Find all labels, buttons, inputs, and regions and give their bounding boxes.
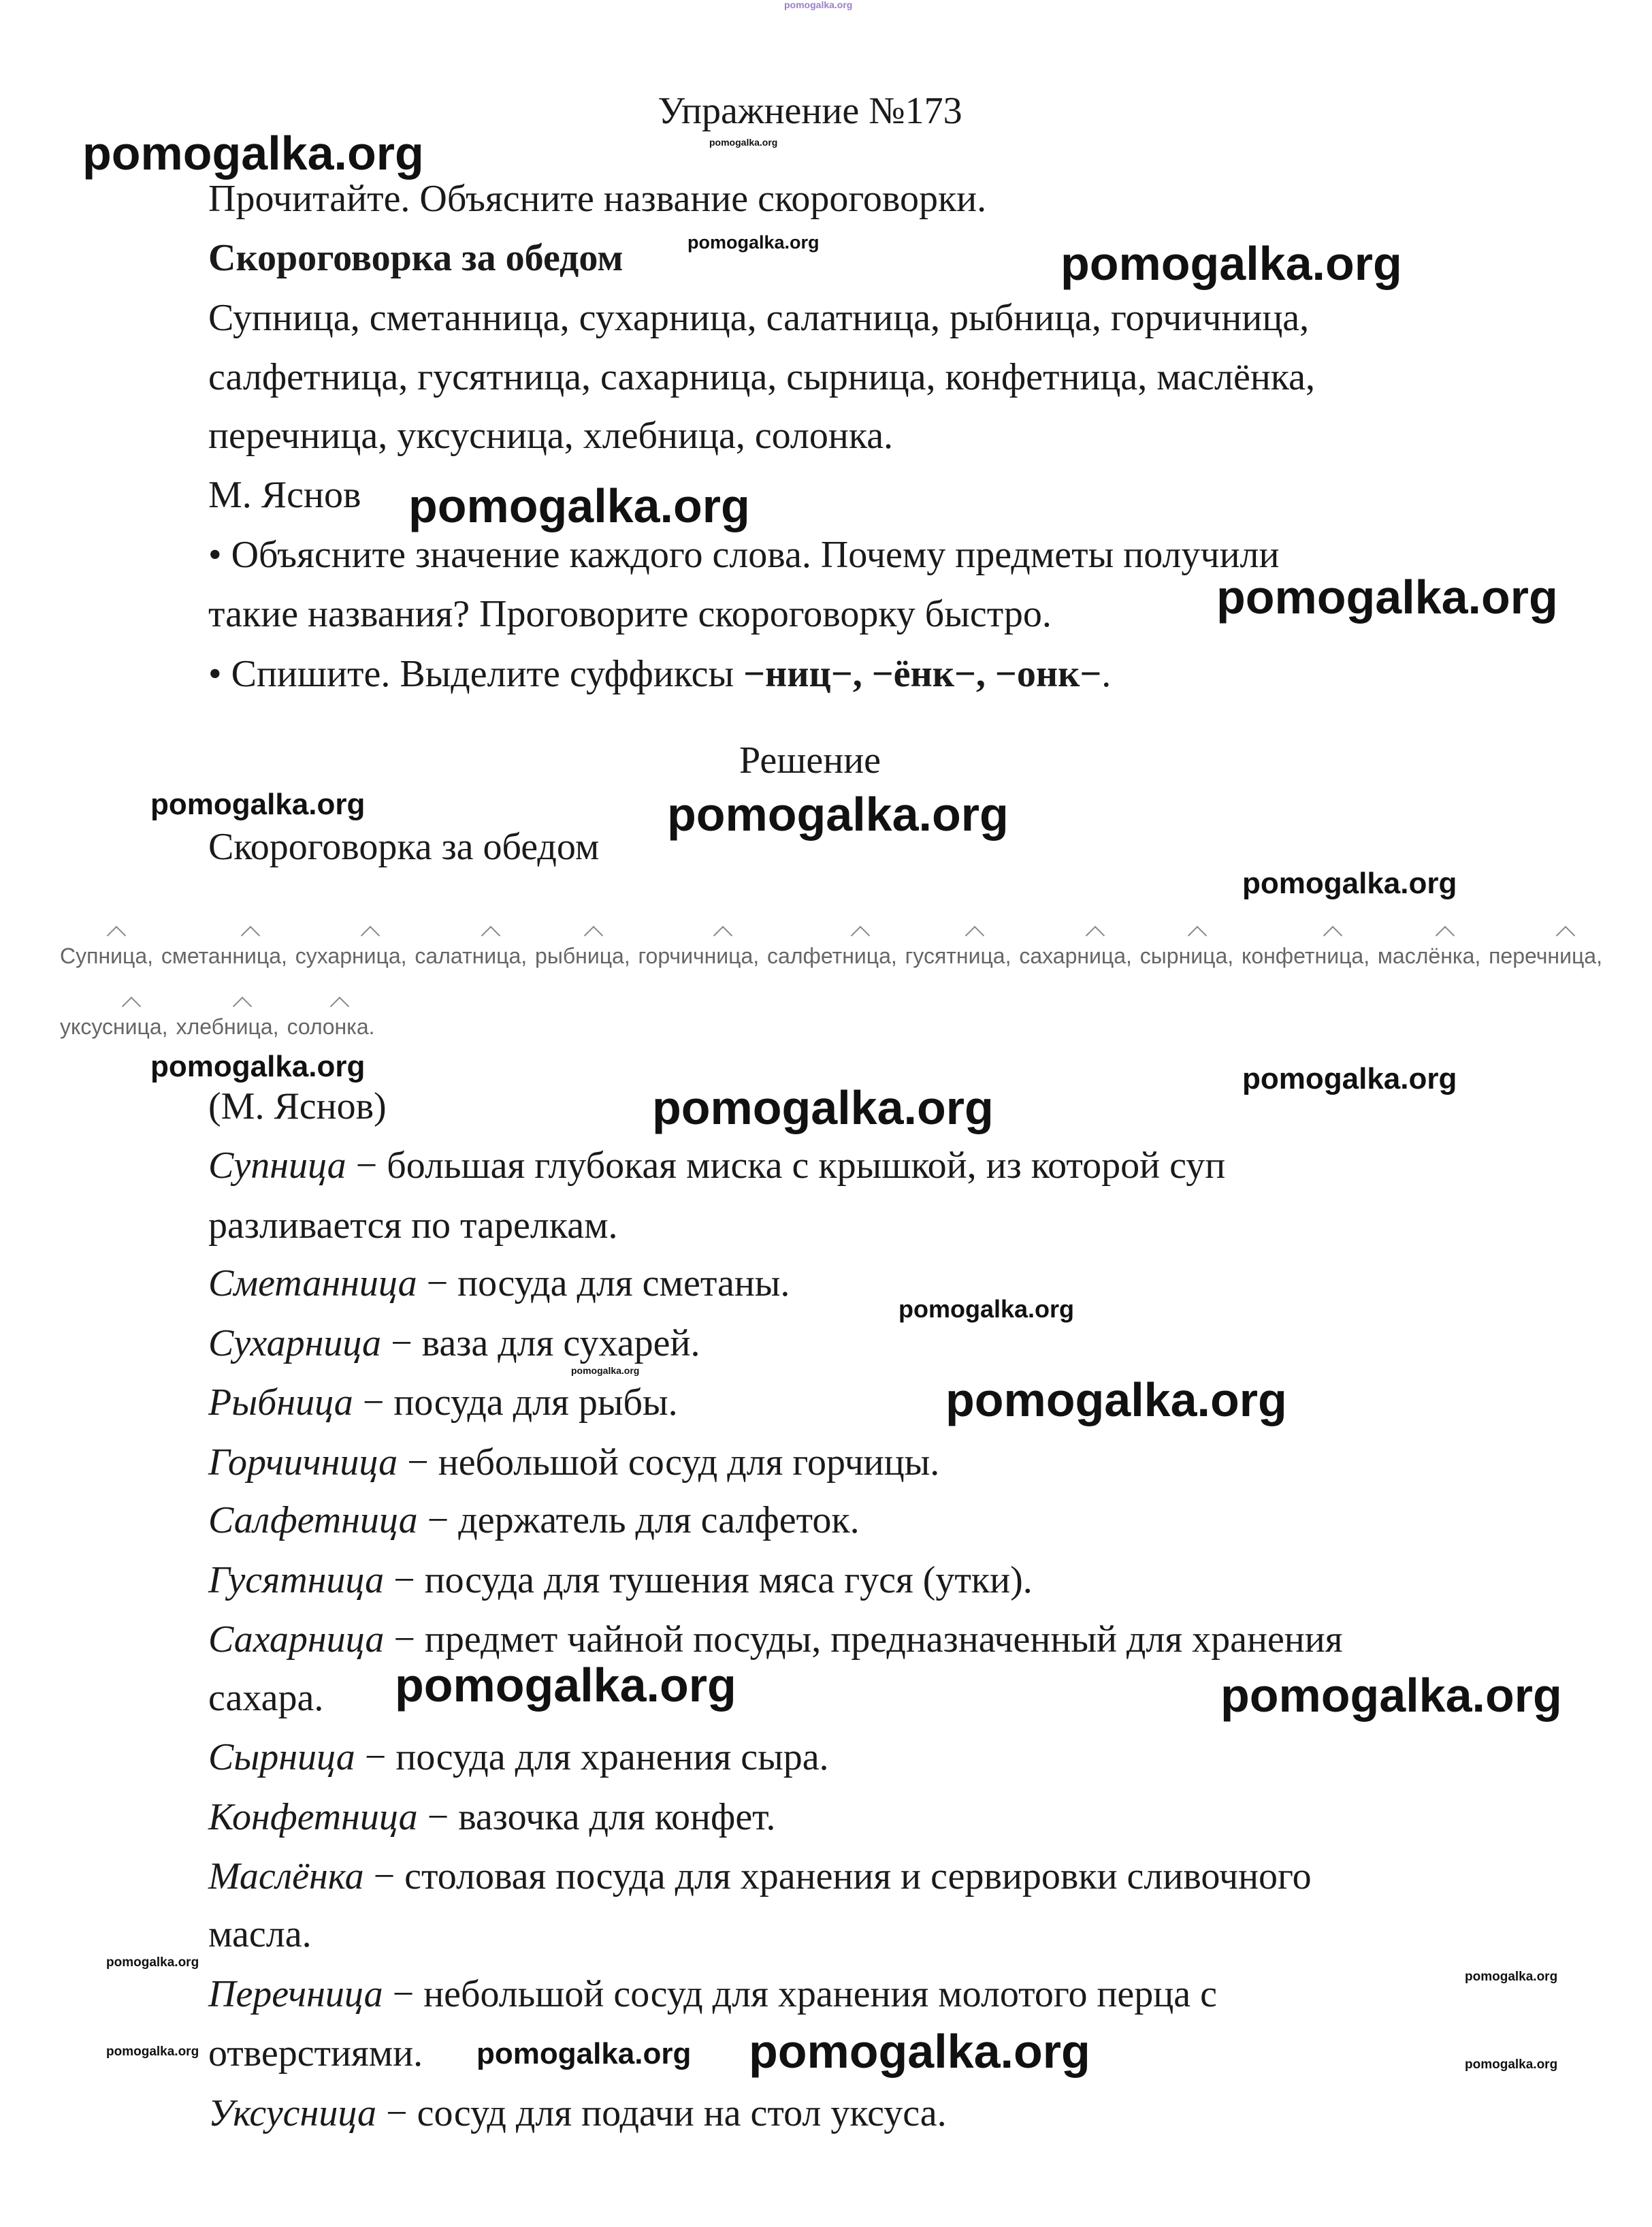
definition: [208, 2084, 947, 2143]
suffix-mark: ниц: [575, 944, 613, 968]
word-part: а,: [612, 944, 630, 968]
marked-word: [176, 1014, 279, 1040]
watermark: pomogalka.org: [106, 2045, 199, 2059]
marked-word: [415, 944, 527, 969]
definition-text: держатель для салфеток.: [458, 1499, 860, 1541]
suffix-mark: ниц: [1314, 944, 1352, 968]
definition-text: небольшой сосуд для хранения молотого перца с: [423, 1973, 1217, 2015]
word-part: а,: [1215, 944, 1234, 968]
definition: [208, 1610, 1343, 1669]
definition-text: посуда для хранения сыра.: [395, 1736, 829, 1778]
dash: −: [384, 1618, 425, 1661]
poem-author: М. Яснов: [208, 474, 361, 516]
watermark: pomogalka.org: [395, 1659, 736, 1712]
definition: [208, 1136, 1225, 1196]
definition: [208, 1254, 790, 1313]
dash: −: [417, 1796, 459, 1838]
defined-word: Сахарница: [208, 1618, 385, 1661]
word-part: конфет: [1241, 944, 1315, 968]
marked-word: [1242, 944, 1370, 969]
definition: [208, 1788, 775, 1847]
word-part: горчич: [638, 944, 704, 968]
marked-words-line: [60, 1014, 375, 1040]
watermark: pomogalka.org: [1060, 237, 1402, 290]
bullet-2-text: • Спишите. Выделите суффиксы: [208, 653, 744, 695]
marked-word: [60, 944, 153, 969]
dash: −: [417, 1499, 459, 1541]
word-part: масл: [1377, 944, 1429, 968]
suffix-mark: ниц: [1077, 944, 1114, 968]
definition-cont: сахара.: [208, 1677, 324, 1719]
dash: −: [346, 1144, 387, 1187]
suffix-mark: ниц: [472, 944, 509, 968]
watermark: pomogalka.org: [106, 1955, 199, 1970]
watermark: pomogalka.org: [150, 1050, 366, 1083]
poem-line: салфетница, гусятница, сахарница, сырница, конфетница, маслёнка,: [208, 356, 1315, 398]
poem-line: Супница, сметанница, сухарница, салатница, рыбница, горчичница,: [208, 297, 1310, 339]
definition-text: посуда для тушения мяса гуся (утки).: [424, 1559, 1033, 1601]
word-part: а,: [992, 944, 1011, 968]
word-part: а,: [149, 1014, 168, 1039]
definition-text: предмет чайной посуды, предназначенный для хранения: [424, 1618, 1343, 1661]
defined-word: Перечница: [208, 1973, 383, 2015]
watermark: pomogalka.org: [1465, 1970, 1558, 1984]
marked-word: [1378, 944, 1480, 969]
dash: −: [353, 1381, 394, 1424]
task-bullet-2: [208, 645, 1111, 704]
marked-word: [535, 944, 630, 969]
word-part: салфет: [767, 944, 843, 968]
suffix-mark: ниц: [1178, 944, 1216, 968]
word-part: переч: [1489, 944, 1548, 968]
bullet-2-end: .: [1101, 653, 1112, 695]
suffix-mark: ниц: [842, 944, 879, 968]
definition-text: ваза для сухарей.: [421, 1322, 700, 1364]
dash: −: [398, 1441, 438, 1484]
task-bullet-1: • Объясните значение каждого слова. Почему предметы получили: [208, 534, 1280, 576]
definition-cont: разливается по тарелкам.: [208, 1204, 618, 1247]
suffix-mark: ёнк: [1428, 944, 1463, 968]
suffix-mark: ниц: [1547, 944, 1585, 968]
defined-word: Рыбница: [208, 1381, 353, 1424]
watermark: pomogalka.org: [476, 2037, 692, 2070]
dash: −: [383, 1973, 424, 2015]
suffix-mark: ниц: [956, 944, 993, 968]
dash: −: [384, 1559, 425, 1601]
defined-word: Уксусница: [208, 2092, 376, 2134]
word-part: рыб: [535, 944, 576, 968]
watermark: pomogalka.org: [652, 1081, 994, 1134]
definition: [208, 1728, 829, 1787]
watermark: pomogalka.org: [1220, 1669, 1562, 1722]
defined-word: Конфетница: [208, 1796, 418, 1838]
word-part: а.: [356, 1014, 375, 1039]
word-part: салат: [415, 944, 472, 968]
watermark: pomogalka.org: [408, 479, 750, 532]
exercise-title: Упражнение №173: [658, 90, 962, 132]
definition-text: столовая посуда для хранения и сервировки сливочного: [404, 1855, 1312, 1897]
word-part: сол: [287, 1014, 323, 1039]
watermark: pomogalka.org: [150, 788, 366, 821]
definition-cont: отверстиями.: [208, 2032, 423, 2074]
solution-poem-title: Скороговорка за обедом: [208, 826, 600, 868]
word-part: а,: [388, 944, 407, 968]
definition-text: небольшой сосуд для горчицы.: [438, 1441, 940, 1484]
definition-text: сосуд для подачи на стол уксуса.: [417, 2092, 947, 2134]
instruction: Прочитайте. Объясните название скороговорки.: [208, 178, 987, 220]
solution-heading: Решение: [739, 739, 881, 782]
dash: −: [376, 2092, 417, 2134]
defined-word: Сметанница: [208, 1262, 417, 1304]
solution-author: (М. Яснов): [208, 1085, 387, 1127]
word-part: а,: [741, 944, 760, 968]
marked-word: [1019, 944, 1132, 969]
word-part: сметан: [161, 944, 233, 968]
poem-line: перечница, уксусница, хлебница, солонка.: [208, 415, 894, 457]
definition: [208, 1491, 860, 1550]
definition-text: вазочка для конфет.: [458, 1796, 776, 1838]
defined-word: Сырница: [208, 1736, 355, 1778]
watermark: pomogalka.org: [571, 1365, 640, 1376]
marked-word: [161, 944, 287, 969]
word-part: а,: [508, 944, 528, 968]
word-part: хлеб: [176, 1014, 224, 1039]
marked-word: [638, 944, 760, 969]
defined-word: Горчичница: [208, 1441, 398, 1484]
definition: [208, 1551, 1033, 1610]
marked-word: [1489, 944, 1602, 969]
marked-words-line: [60, 944, 1602, 969]
word-part: Суп: [60, 944, 99, 968]
defined-word: Гусятница: [208, 1559, 385, 1601]
definition-text: посуда для рыбы.: [393, 1381, 678, 1424]
watermark: pomogalka.org: [784, 0, 853, 10]
word-part: сухар: [295, 944, 352, 968]
word-part: а,: [1114, 944, 1132, 968]
dash: −: [381, 1322, 422, 1364]
suffix-mark: ниц: [704, 944, 741, 968]
suffix-mark: ниц: [232, 944, 270, 968]
definition: [208, 1433, 939, 1492]
word-part: а,: [1584, 944, 1602, 968]
watermark: pomogalka.org: [945, 1373, 1287, 1426]
word-part: уксус: [60, 1014, 113, 1039]
marked-word: [1140, 944, 1233, 969]
watermark: pomogalka.org: [749, 2025, 1090, 2078]
marked-word: [60, 1014, 168, 1040]
word-part: а,: [260, 1014, 279, 1039]
watermark: pomogalka.org: [1465, 2057, 1558, 2072]
defined-word: Маслёнка: [208, 1855, 364, 1897]
word-part: гусят: [905, 944, 956, 968]
watermark: pomogalka.org: [898, 1295, 1075, 1323]
word-part: а,: [879, 944, 897, 968]
dash: −: [363, 1855, 405, 1897]
suffix-mark: ниц: [113, 1014, 150, 1039]
definition: [208, 1373, 678, 1432]
word-part: а,: [135, 944, 153, 968]
definition: [208, 1847, 1312, 1906]
poem-title: Скороговорка за обедом: [208, 237, 623, 279]
marked-word: [767, 944, 897, 969]
watermark: pomogalka.org: [687, 232, 820, 253]
definition: [208, 1965, 1217, 2024]
word-part: сыр: [1139, 944, 1179, 968]
definition-text: большая глубокая миска с крышкой, из которой суп: [387, 1144, 1226, 1187]
watermark: pomogalka.org: [1242, 1062, 1457, 1095]
word-part: а,: [269, 944, 287, 968]
word-part: сахар: [1019, 944, 1078, 968]
definition-cont: масла.: [208, 1913, 312, 1955]
defined-word: Салфетница: [208, 1499, 418, 1541]
marked-word: [287, 1014, 375, 1040]
suffix-mark: ниц: [351, 944, 389, 968]
dash: −: [417, 1262, 458, 1304]
suffix-mark: ниц: [98, 944, 135, 968]
watermark: pomogalka.org: [82, 127, 424, 180]
word-part: а,: [1351, 944, 1370, 968]
watermark: pomogalka.org: [1216, 571, 1558, 624]
suffix-mark: онк: [322, 1014, 357, 1039]
watermark: pomogalka.org: [1242, 867, 1457, 900]
suffixes: −ниц−, −ёнк−, −онк−: [743, 653, 1102, 695]
marked-word: [295, 944, 407, 969]
dash: −: [355, 1736, 396, 1778]
marked-word: [905, 944, 1011, 969]
task-bullet-1-cont: такие названия? Проговорите скороговорку быстро.: [208, 593, 1052, 635]
definition: [208, 1314, 700, 1376]
defined-word: Супница: [208, 1144, 346, 1187]
defined-word: Сухарница: [208, 1322, 382, 1364]
definition-text: посуда для сметаны.: [457, 1262, 790, 1304]
suffix-mark: ниц: [224, 1014, 261, 1039]
watermark: pomogalka.org: [667, 788, 1009, 841]
word-part: а,: [1462, 944, 1481, 968]
watermark: pomogalka.org: [709, 137, 778, 148]
